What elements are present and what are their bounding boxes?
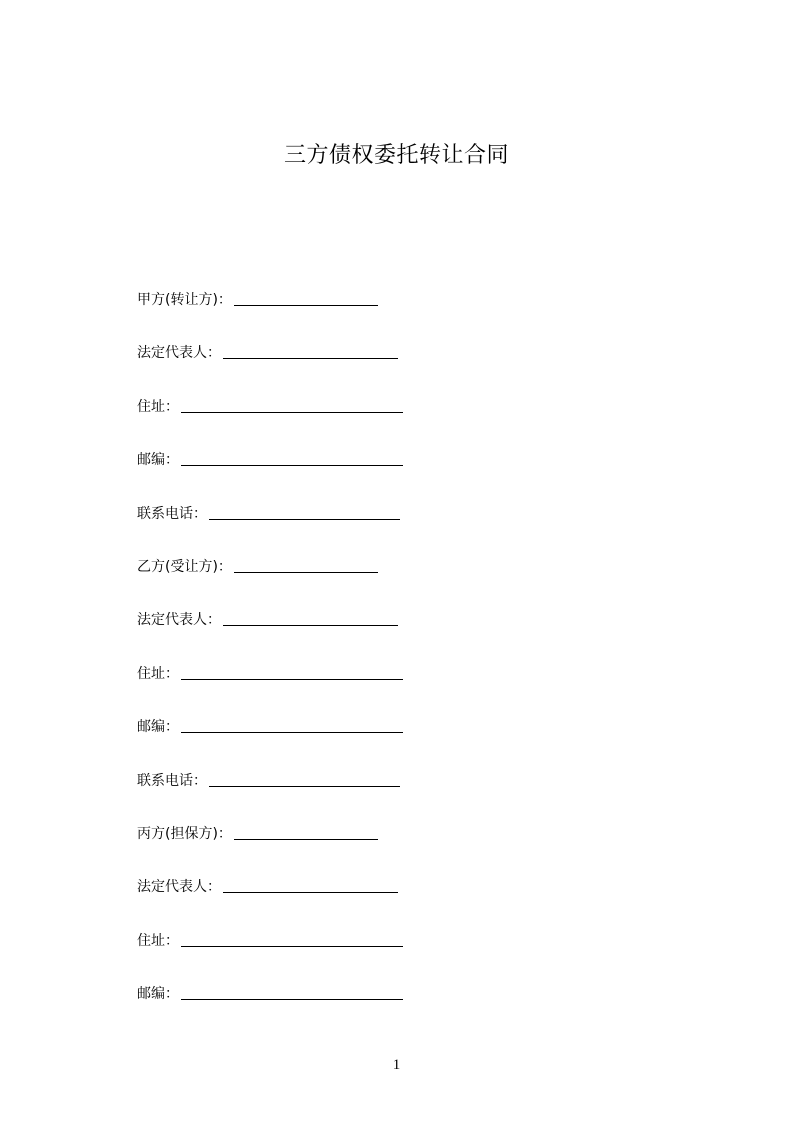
field-label: 丙方(担保方)：	[137, 825, 232, 842]
field-label: 法定代表人：	[137, 879, 221, 896]
blank-line	[181, 394, 403, 413]
party-b-legal-rep-field	[137, 607, 403, 660]
party-a-legal-rep-field	[137, 340, 403, 393]
party-a-phone-field	[137, 501, 403, 554]
field-label: 联系电话：	[137, 505, 207, 522]
document-title: 三方债权委托转让合同	[283, 143, 509, 168]
field-label: 甲方(转让方)：	[137, 292, 232, 308]
party-a-address-field	[137, 394, 403, 447]
blank-line	[181, 447, 403, 466]
party-info-fields	[137, 287, 403, 1034]
party-a-name-field	[137, 287, 403, 340]
party-c-address-field	[137, 928, 403, 981]
blank-line	[181, 714, 403, 733]
party-c-name-field	[137, 821, 403, 874]
blank-line	[234, 554, 378, 573]
blank-line	[223, 340, 398, 359]
party-c-legal-rep-field	[137, 874, 403, 927]
field-label: 邮编：	[137, 986, 179, 1003]
field-label: 联系电话：	[137, 772, 207, 789]
party-a-postcode-field	[137, 447, 403, 500]
blank-line	[234, 821, 378, 840]
field-label: 法定代表人：	[137, 345, 221, 362]
blank-line	[234, 287, 378, 306]
party-b-phone-field	[137, 768, 403, 821]
blank-line	[223, 874, 398, 893]
field-label: 法定代表人：	[137, 612, 221, 629]
blank-line	[209, 768, 400, 787]
field-label: 住址：	[137, 665, 179, 682]
party-b-postcode-field	[137, 714, 403, 767]
field-label: 住址：	[137, 398, 179, 415]
blank-line	[181, 981, 403, 1000]
field-label: 邮编：	[137, 719, 179, 736]
page-number: 1	[392, 1057, 401, 1073]
party-b-name-field	[137, 554, 403, 607]
field-label: 住址：	[137, 932, 179, 949]
party-c-postcode-field	[137, 981, 403, 1034]
blank-line	[209, 501, 400, 520]
party-b-address-field	[137, 661, 403, 714]
field-label: 邮编：	[137, 452, 179, 469]
blank-line	[181, 661, 403, 680]
field-label: 乙方(受让方)：	[137, 558, 232, 575]
blank-line	[181, 928, 403, 947]
blank-line	[223, 607, 398, 626]
